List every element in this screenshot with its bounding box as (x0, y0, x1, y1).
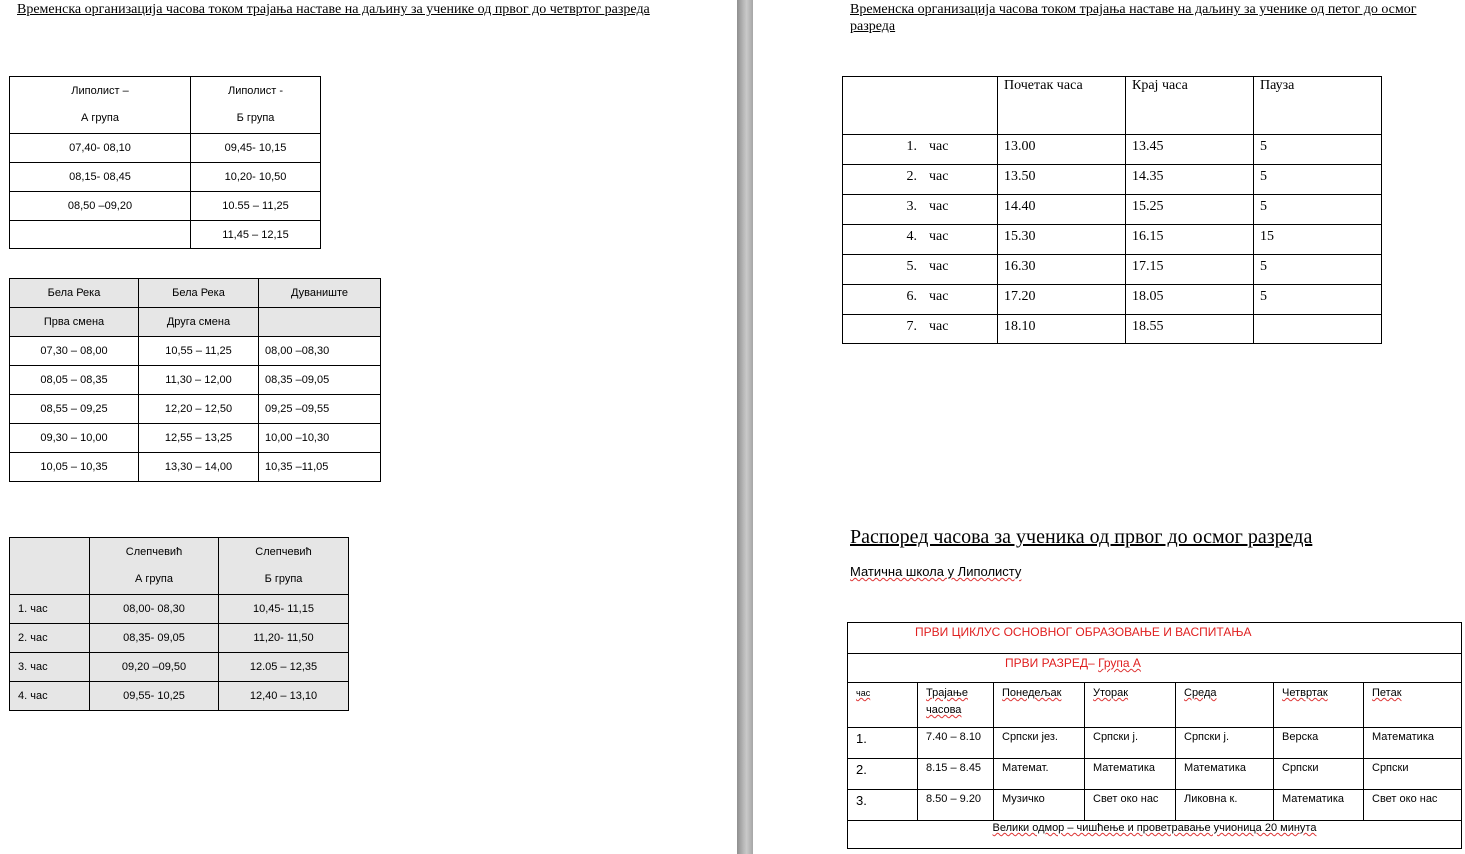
table-header-cell: Почетак часа (998, 77, 1126, 135)
table-cell: 09,20 –09,50 (90, 653, 219, 682)
right-page (753, 0, 1465, 854)
table-row (10, 366, 381, 395)
slepcevic-table (9, 537, 349, 711)
table-header-cell: Слепчевић Б група (219, 538, 349, 595)
table-cell: 08,00- 08,30 (90, 595, 219, 624)
table-cell: Свет око нас (1085, 790, 1176, 821)
left-page-heading: Временска организација часова током трајања наставе на даљину за ученике од првог до четвртог разреда (17, 2, 650, 17)
table-cell: 08,35 –09,05 (259, 366, 381, 395)
table-cell: 14.35 (1126, 165, 1254, 195)
lipolist-table (9, 76, 321, 249)
table-row (10, 682, 349, 711)
table-cell: Српски ј. (1085, 728, 1176, 759)
table-cell: Верска (1274, 728, 1364, 759)
table-cell: 10.55 – 11,25 (191, 192, 321, 221)
table-cell: 15.25 (1126, 195, 1254, 225)
table-cell: 10,45- 11,15 (219, 595, 349, 624)
table-cell: 10,20- 10,50 (191, 163, 321, 192)
table-header-cell: Дуваниште (259, 279, 381, 308)
table-row (848, 790, 1462, 821)
table-cell: Математ. (994, 759, 1085, 790)
table-cell: 5. час (843, 255, 998, 285)
table-row (10, 163, 321, 192)
table-cell: 7.40 – 8.10 (918, 728, 994, 759)
table-cell: Српски (1274, 759, 1364, 790)
table-header-cell: Слепчевић А група (90, 538, 219, 595)
table-cell: 11,30 – 12,00 (139, 366, 259, 395)
table-row (843, 195, 1382, 225)
table-cell: Математика (1364, 728, 1462, 759)
table-row (848, 759, 1462, 790)
table-cell: 1. час (10, 595, 90, 624)
table-cell: 09,25 –09,55 (259, 395, 381, 424)
bela-reka-table (9, 278, 381, 482)
table-cell: 5 (1254, 285, 1382, 315)
table-cell: 2. час (843, 165, 998, 195)
table-cell: 15 (1254, 225, 1382, 255)
table-header-cell (259, 308, 381, 337)
table-cell: 1. (848, 728, 918, 759)
table-row (843, 315, 1382, 344)
table-row (843, 165, 1382, 195)
table-row (843, 225, 1382, 255)
table-row (843, 285, 1382, 315)
table-cell: Српски (1364, 759, 1462, 790)
table-cell: 12,55 – 13,25 (139, 424, 259, 453)
weekly-footer: Велики одмор – чишћење и проветравање учионица 20 минута (848, 821, 1462, 849)
table-cell: 3. (848, 790, 918, 821)
table-row (10, 221, 321, 249)
table-header-cell: Понедељак (994, 683, 1085, 728)
table-header-cell: Уторак (1085, 683, 1176, 728)
table-cell: 5 (1254, 195, 1382, 225)
table-cell (10, 221, 191, 249)
table-header-cell: Четвртак (1274, 683, 1364, 728)
table-cell: 6. час (843, 285, 998, 315)
table-cell: 09,30 – 10,00 (10, 424, 139, 453)
table-cell: Музичко (994, 790, 1085, 821)
table-cell: Ликовна к. (1176, 790, 1274, 821)
table-row (10, 595, 349, 624)
table-cell: 10,05 – 10,35 (10, 453, 139, 482)
table-row (10, 192, 321, 221)
table-cell: 11,45 – 12,15 (191, 221, 321, 249)
school-name: Матична школа у Липолисту (850, 564, 1022, 579)
table-cell: 8.15 – 8.45 (918, 759, 994, 790)
table-cell: 09,45- 10,15 (191, 134, 321, 163)
right-page-heading: Временска организација часова током трајања наставе на даљину за ученике од петог до осмог разреда (850, 2, 1417, 34)
table-header-cell: Среда (1176, 683, 1274, 728)
weekly-schedule-table (847, 622, 1462, 849)
table-cell: 08,00 –08,30 (259, 337, 381, 366)
table-header-cell: Крај часа (1126, 77, 1254, 135)
table-cell: 11,20- 11,50 (219, 624, 349, 653)
table-cell: 10,55 – 11,25 (139, 337, 259, 366)
table-cell: 3. час (10, 653, 90, 682)
table-cell: 12.05 – 12,35 (219, 653, 349, 682)
table-cell: 2. час (10, 624, 90, 653)
table-cell: 16.30 (998, 255, 1126, 285)
cycle-title: ПРВИ ЦИКЛУС ОСНОВНОГ ОБРАЗОВАЊЕ И ВАСПИТАЊА (848, 623, 1462, 654)
table-row (10, 424, 381, 453)
table-cell: 18.55 (1126, 315, 1254, 344)
grades-5-8-table (842, 76, 1382, 344)
table-row (10, 624, 349, 653)
table-cell: Математика (1274, 790, 1364, 821)
table-cell: 17.15 (1126, 255, 1254, 285)
table-cell: 5 (1254, 135, 1382, 165)
table-cell (1254, 315, 1382, 344)
table-row (843, 135, 1382, 165)
table-cell: 12,20 – 12,50 (139, 395, 259, 424)
table-cell: 10,35 –11,05 (259, 453, 381, 482)
table-header-cell: Друга смена (139, 308, 259, 337)
table-row (843, 255, 1382, 285)
table-row (10, 453, 381, 482)
table-cell: 08,50 –09,20 (10, 192, 191, 221)
table-cell: 07,40- 08,10 (10, 134, 191, 163)
table-cell: 18.05 (1126, 285, 1254, 315)
table-cell: Српски јез. (994, 728, 1085, 759)
table-header-cell: Липолист - Б група (191, 77, 321, 134)
table-cell: 5 (1254, 165, 1382, 195)
table-cell: 08,55 – 09,25 (10, 395, 139, 424)
table-cell: Српски ј. (1176, 728, 1274, 759)
table-header-cell: час (848, 683, 918, 728)
table-cell: 09,55- 10,25 (90, 682, 219, 711)
table-cell: 3. час (843, 195, 998, 225)
schedule-title: Распоред часова за ученика од првог до осмог разреда (850, 526, 1313, 548)
table-cell: 17.20 (998, 285, 1126, 315)
table-cell: 08,05 – 08,35 (10, 366, 139, 395)
table-cell: 10,00 –10,30 (259, 424, 381, 453)
table-header-cell: Липолист – А група (10, 77, 191, 134)
table-cell: 13,30 – 14,00 (139, 453, 259, 482)
table-cell: 4. час (843, 225, 998, 255)
table-cell: 13.50 (998, 165, 1126, 195)
table-cell: 4. час (10, 682, 90, 711)
table-cell: 14.40 (998, 195, 1126, 225)
table-cell: 18.10 (998, 315, 1126, 344)
table-cell: 08,15- 08,45 (10, 163, 191, 192)
table-cell: 08,35- 09,05 (90, 624, 219, 653)
table-cell: Свет око нас (1364, 790, 1462, 821)
table-cell: 16.15 (1126, 225, 1254, 255)
page-gutter (737, 0, 753, 854)
table-row (10, 337, 381, 366)
table-cell: 8.50 – 9.20 (918, 790, 994, 821)
table-cell: 07,30 – 08,00 (10, 337, 139, 366)
table-cell: Математика (1176, 759, 1274, 790)
table-cell: 13.00 (998, 135, 1126, 165)
table-cell: Математика (1085, 759, 1176, 790)
table-header-cell: Прва смена (10, 308, 139, 337)
table-header-cell (843, 77, 998, 135)
table-cell: 7. час (843, 315, 998, 344)
table-header-cell (10, 538, 90, 595)
table-header-cell: Трајање часова (918, 683, 994, 728)
table-row (10, 395, 381, 424)
table-header-cell: Пауза (1254, 77, 1382, 135)
table-row (10, 134, 321, 163)
table-cell: 12,40 – 13,10 (219, 682, 349, 711)
table-row (848, 728, 1462, 759)
table-header-cell: Бела Река (10, 279, 139, 308)
table-header-cell: Петак (1364, 683, 1462, 728)
table-cell: 5 (1254, 255, 1382, 285)
table-cell: 1. час (843, 135, 998, 165)
grade-title: ПРВИ РАЗРЕД– Група А (848, 654, 1462, 683)
table-header-cell: Бела Река (139, 279, 259, 308)
table-cell: 13.45 (1126, 135, 1254, 165)
table-cell: 2. (848, 759, 918, 790)
table-cell: 15.30 (998, 225, 1126, 255)
table-row (10, 653, 349, 682)
